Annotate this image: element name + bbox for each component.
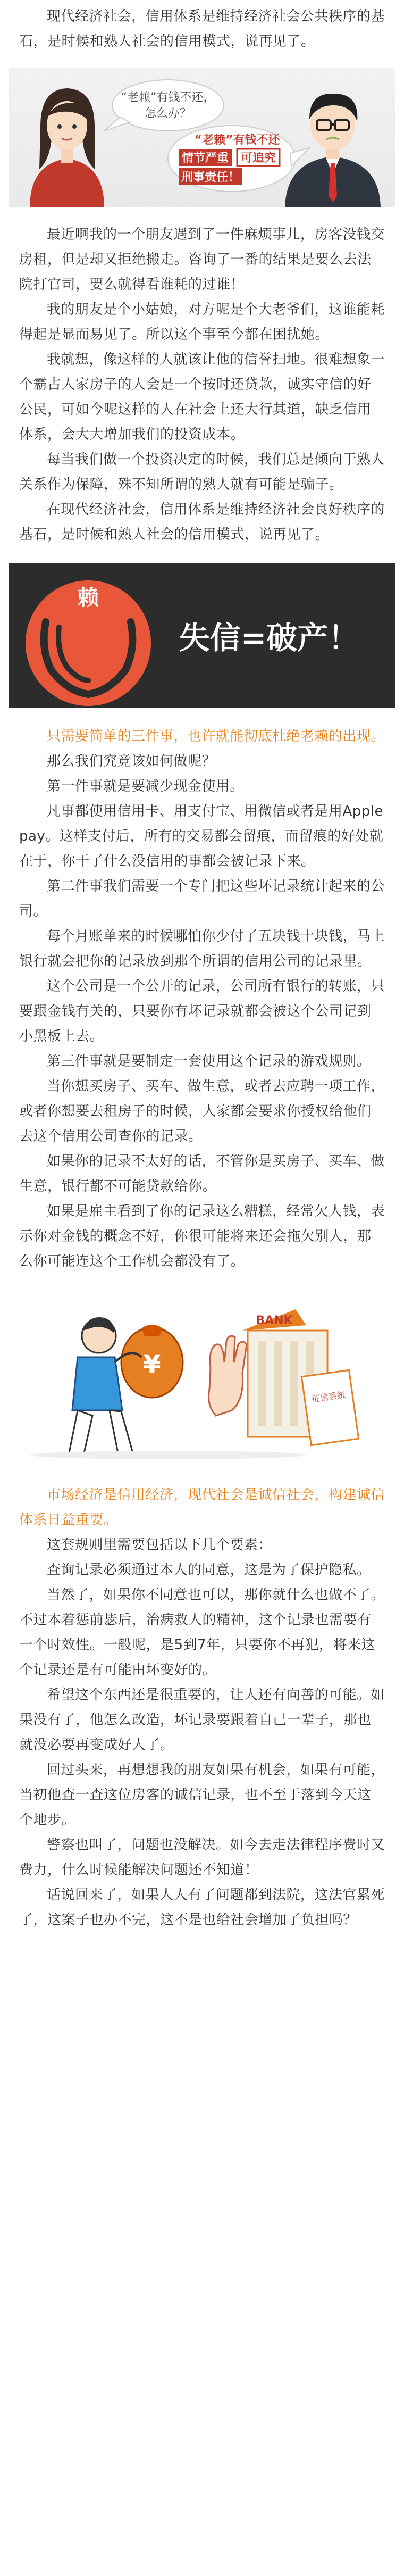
credit-document (301, 1370, 358, 1445)
bankruptcy-banner (9, 563, 395, 708)
paragraph: 如果你的记录不太好的话，不管你是买房子、买车、做生意，银行都不可能贷款给你。 (19, 1153, 385, 1194)
paragraph: 话说回来了，如果人人有了问题都到法院，这法官累死了，这案子也办不完，这不是也给社会增加了负担吗？ (19, 1887, 385, 1928)
article-page (0, 4, 404, 1933)
paragraph: 查询记录必须通过本人的同意，这是为了保护隐私。 (47, 1562, 371, 1578)
doc-label: 征信系统 (311, 1389, 347, 1405)
paragraph: 第二件事我们需要一个专门把这些坏记录统计起来的公司。 (19, 878, 385, 919)
money-bag-man (69, 1317, 183, 1453)
paragraph: 警察也叫了，问题也没解决。如今去走法律程序费时又费力，什么时候能解决问题还不知道！ (19, 1837, 385, 1878)
paragraph: 希望这个东西还是很重要的，让人还有向善的可能。如果没有了，他怎么改造，坏记录要跟着自己一辈子，那也就没必要再变成好人了。 (19, 1687, 385, 1753)
highlight-paragraph: 市场经济是信用经济，现代社会是诚信社会，构建诚信体系日益重要。 (19, 1487, 385, 1528)
debtor-scene-graphic (9, 68, 395, 207)
answer-box-1-text: 情节严重 (181, 152, 229, 165)
paragraph: 最近啊我的一个朋友遇到了一件麻烦事儿，房客没钱交房租，但是却又拒绝搬走。咨询了一番的结果是要么去法院打官司，要么就得看谁耗的过谁！ (19, 227, 385, 293)
article-content (9, 4, 395, 1933)
paragraph: 那么我们究竟该如何做呢？ (47, 753, 216, 769)
paragraph: 每当我们做一个投资决定的时候，我们总是倾向于熟人关系作为保障，殊不知所谓的熟人就有可能是骗子。 (19, 452, 385, 493)
slogan-text: 失信=破产！ (179, 620, 359, 656)
bank-scene-graphic (9, 1293, 395, 1464)
bank-label: BANK (256, 1314, 293, 1327)
paragraph: 如果是雇主看到了你的记录这么糟糕，经常欠人钱，表示你对金钱的概念不好，你很可能将来还会拖欠别人，那么你可能连这个工作机会都没有了。 (19, 1203, 385, 1269)
debtor-illustration (9, 68, 395, 207)
paragraph: 当你想买房子、买车、做生意，或者去应聘一项工作，或者你想要去租房子的时候，人家都会要求你授权给他们去这个信用公司查你的记录。 (19, 1078, 385, 1144)
paragraph: 回过头来，再想想我的朋友如果有机会，如果有可能，当初他查一查这位房客的诚信记录，也不至于落到今天这个地步。 (19, 1762, 385, 1828)
answer-box-3-text: 刑事责任！ (181, 171, 240, 184)
paragraph: 这套规则里需要包括以下几个要素： (47, 1537, 273, 1553)
answer-box-2-text: 可追究 (240, 152, 276, 165)
paragraph: 当然了，如果你不同意也可以，那你就什么也做不了。不过本着惩前毖后，治病救人的精神，这个记录也需要有一个时效性。一般呢，是5到7年，只要你不再犯，将来这个记录还是有可能由坏变好的。 (19, 1587, 385, 1678)
stop-hand (209, 1336, 247, 1416)
paragraph: 我的朋友是个小姑娘，对方呢是个大老爷们，这谁能耗得起是显而易见了。所以这个事至今都在困扰她。 (19, 302, 385, 343)
paragraph: 在现代经济社会，信用体系是维持经济社会良好秩序的基石，是时候和熟人社会的信用模式，说再见了。 (19, 502, 385, 543)
paragraph: 第一件事就是要减少现金使用。 (47, 778, 245, 794)
intro-paragraph: 现代经济社会，信用体系是维持经济社会公共秩序的基石，是时候和熟人社会的信用模式，说再见了。 (19, 9, 385, 49)
highlight-paragraph: 只需要简单的三件事，也许就能彻底杜绝老赖的出现。 (47, 728, 385, 744)
bankruptcy-banner-graphic (9, 563, 395, 708)
paragraph: 我就想，像这样的人就该让他的信誉扫地。很难想象一个霸占人家房子的人会是一个按时还贷款，诚实守信的好公民，可如今呢这样的人在社会上还大行其道，缺乏信用体系，会大大增加我们的投资成本。 (19, 352, 385, 443)
answer-bubble (168, 126, 309, 192)
question-bubble-line1: “老赖”有钱不还， (121, 91, 215, 104)
woman-figure (30, 88, 104, 207)
badge-text: 赖 (78, 586, 99, 610)
question-bubble-line2: 怎么办？ (144, 107, 192, 120)
yen-sign: ¥ (143, 1350, 161, 1380)
question-bubble (104, 80, 224, 131)
answer-bubble-line1: “老赖”有钱不还 (194, 134, 280, 147)
paragraph: 每个月账单来的时候哪怕你少付了五块钱十块钱，马上银行就会把你的记录放到那个所谓的信用公司的记录里。 (19, 928, 385, 969)
paragraph: 第三件事就是要制定一套使用这个记录的游戏规则。 (47, 1053, 371, 1069)
paragraph: 这个公司是一个公开的记录，公司所有银行的转账，只要跟金钱有关的，只要你有坏记录就都会被这个公司记到小黑板上去。 (19, 978, 385, 1044)
paragraph: 凡事都使用信用卡、用支付宝、用微信或者是用Applepay。这样支付后，所有的交易都会留痕，而留痕的好处就在于，你干了什么没信用的事都会被记录下来。 (19, 803, 384, 869)
bank-illustration (9, 1293, 395, 1464)
left-gutter (0, 4, 7, 1933)
